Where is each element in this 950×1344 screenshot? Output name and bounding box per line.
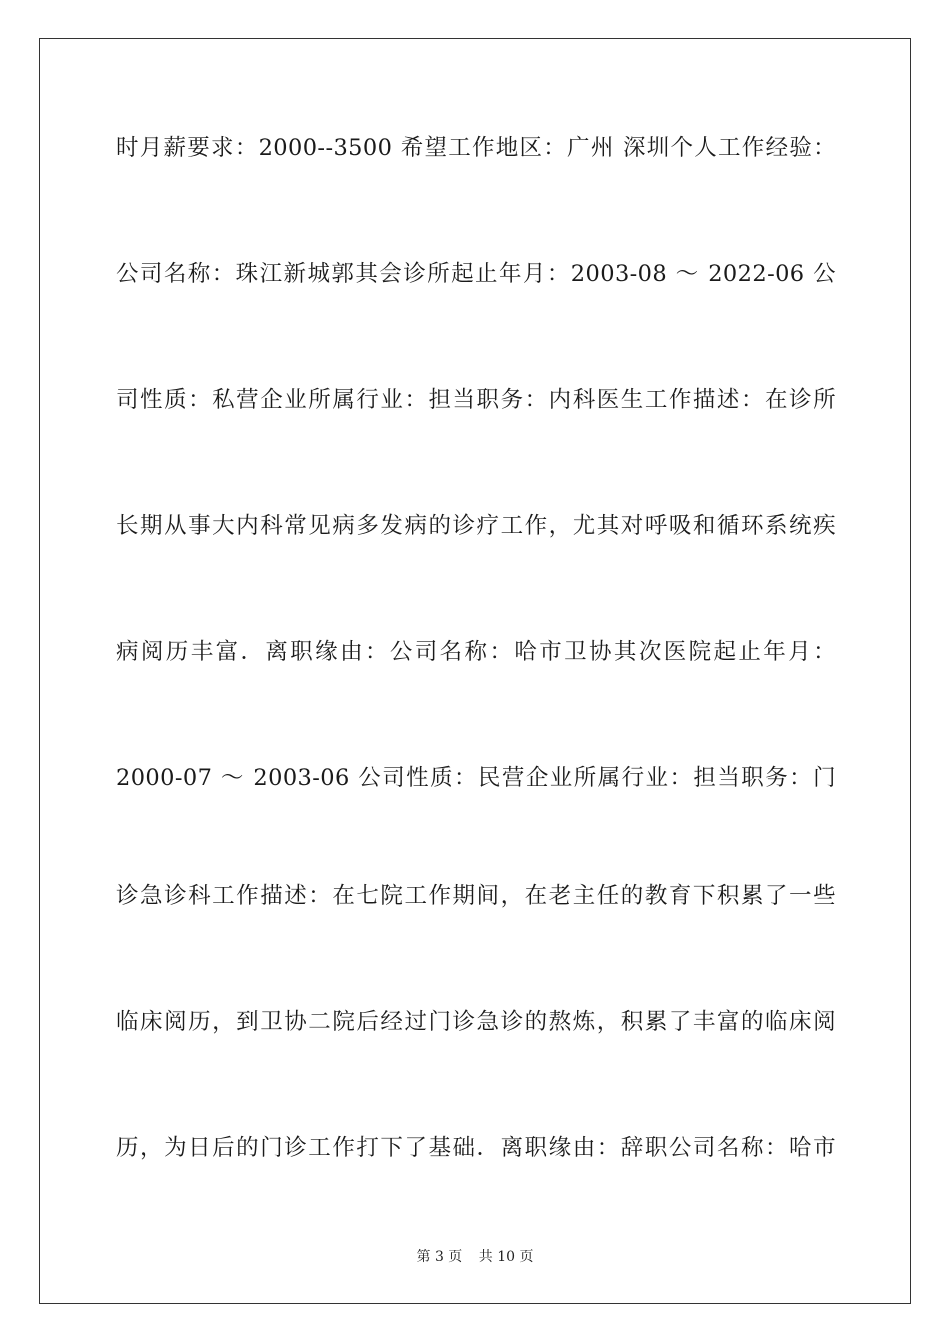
- text-line-5: 病阅历丰富．离职缘由：公司名称：哈市卫协其次医院起止年月：: [116, 639, 836, 665]
- text-line-9: 历，为日后的门诊工作打下了基础．离职缘由：辞职公司名称：哈市: [116, 1135, 836, 1161]
- text-line-3: 司性质：私营企业所属行业：担当职务：内科医生工作描述：在诊所: [116, 387, 836, 413]
- text-line-2: 公司名称：珠江新城郭其会诊所起止年月：2003-08 ～ 2022-06 公: [116, 261, 836, 287]
- page-footer: [0, 1246, 950, 1266]
- text-line-4: 长期从事大内科常见病多发病的诊疗工作，尤其对呼吸和循环系统疾: [116, 513, 836, 539]
- page-number: 第 3 页: [416, 1249, 463, 1265]
- page-total: 共 10 页: [478, 1249, 534, 1265]
- text-line-6: 2000-07 ～ 2003-06 公司性质：民营企业所属行业：担当职务：门: [116, 765, 836, 791]
- text-line-7: 诊急诊科工作描述：在七院工作期间，在老主任的教育下积累了一些: [116, 883, 836, 909]
- text-line-8: 临床阅历，到卫协二院后经过门诊急诊的熬炼，积累了丰富的临床阅: [116, 1009, 836, 1035]
- text-line-1: 时月薪要求：2000--3500 希望工作地区：广州 深圳个人工作经验：: [116, 135, 836, 161]
